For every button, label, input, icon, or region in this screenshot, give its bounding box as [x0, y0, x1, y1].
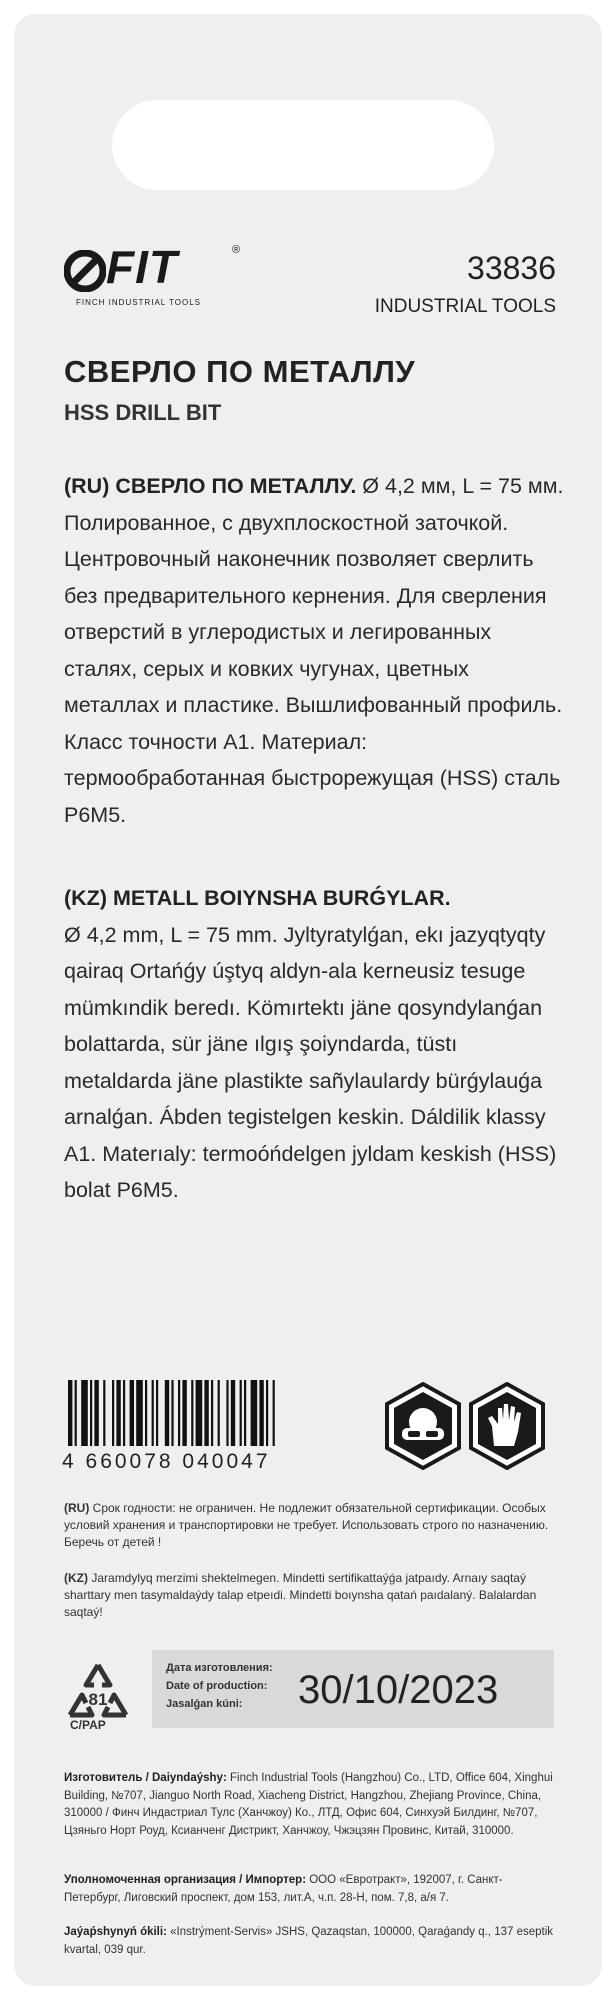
safety-goggles-icon: [384, 1382, 462, 1470]
barcode-bar: [123, 1380, 125, 1446]
date-label-ru: Дата изготовления:: [166, 1662, 273, 1674]
barcode-bar: [171, 1380, 173, 1446]
manufacturer-label: Изготовитель / Daiyndaýshy:: [64, 1772, 227, 1784]
description-kz-body: Ø 4,2 mm, L = 75 mm. Jyltyratylǵan, ekı jazyqtyqty qairaq Ortańǵy úştyq aldyn-ala kerneusiz tesuge mümkındik beredı. Kömırtektı jäne qosyndylanǵan bolattarda, sür jäne ılgış şoiyndarda, tüstı metaldarda jäne plastikte sañylaulardy bürǵylauǵa arnalǵan. Ábden tegistelgen keskin. Dáldilik klassy A1. Materıaly: termoóńdelgen jyldam keskish (HSS) bolat P6M5.: [64, 922, 557, 1202]
note-kz-text: Jaramdylyq merzimi shektelmegen. Mindetti sertifikattaýǵa jatpaıdy. Arnaıy saqtaý sharttary men tasymaldaýdy talap etpeıdi. Mindetti boıynsha qatań paıdalaný. Balalardan saqtaý!: [64, 1571, 537, 1619]
barcode-bar: [94, 1380, 98, 1446]
importer-label: Уполномоченная организация / Импортер:: [64, 1874, 307, 1886]
manufacturer-text: Finch Industrial Tools (Hangzhou) Co., LTD, Office 604, Xinghui Building, №707, Jianguo North Road, Xiacheng District, Hangzhou, Zhejiang Province, China, 310000 / Финч Индастриал Тулс (Ханчжоу) Ко., ЛТД, Офис 604, Синхуэй Билдинг, №707, Цзяньго Норт Роуд, Ксианченг Дистрикт, Ханчжоу, Чжэцзян Провинс, Китай, 310000.: [64, 1772, 553, 1837]
drill-bit-logo-icon: [64, 250, 106, 292]
representative-text: «Instrýment-Servis» JSHS, Qazaqstan, 100000, Qaraǵandy q., 137 eseptik kvartal, 039 qur.: [64, 1926, 554, 1956]
barcode-bar: [259, 1380, 263, 1446]
barcode-bar: [218, 1380, 220, 1446]
protective-glove-icon: [468, 1382, 546, 1470]
note-ru: [64, 1500, 554, 1551]
barcode-bar: [156, 1380, 158, 1446]
barcode-bar: [204, 1380, 208, 1446]
barcode-bar: [130, 1380, 134, 1446]
representative-label: Jaýaṕshynyń ókili:: [64, 1926, 167, 1938]
product-category: INDUSTRIAL TOOLS: [374, 296, 556, 317]
barcode-bar: [226, 1380, 228, 1446]
barcode-bar: [182, 1380, 186, 1446]
description-ru-body: Ø 4,2 мм, L = 75 мм. Полированное, с двухплоскостной заточкой. Центровочный наконечник позволяет сверлить без предварительного кернения. Для сверления отверстий в углеродистых и легированных сталях, серых и ковких чугунах, цветных металлах и пластике. Вышлифованный профиль. Класс точности А1. Материал: термообработанная быстрорежущая (HSS) сталь Р6М5.: [64, 474, 564, 827]
description-kz: [64, 880, 564, 1209]
barcode-bar: [266, 1380, 268, 1446]
barcode-bar: [240, 1380, 242, 1446]
barcode-bar: [211, 1380, 213, 1446]
barcode-bar: [68, 1380, 72, 1446]
date-label-en: Date of production:: [166, 1680, 268, 1692]
date-label-kz: Jasalǵan kúni:: [166, 1698, 243, 1710]
barcode-bar: [116, 1380, 120, 1446]
product-title-en: HSS DRILL BIT: [64, 400, 222, 425]
barcode-bar: [273, 1380, 275, 1446]
barcode-bar: [251, 1380, 258, 1446]
barcode-bar: [152, 1380, 154, 1446]
barcode-bar: [81, 1380, 88, 1446]
brand-logo: [64, 241, 241, 316]
barcode-bar: [191, 1380, 193, 1446]
production-date-box: [152, 1650, 554, 1728]
barcode-bar: [196, 1380, 203, 1446]
barcode-bar: [90, 1380, 92, 1446]
recycle-label: C/PAP: [70, 1718, 106, 1732]
barcode-bar: [145, 1380, 147, 1446]
note-ru-text: Срок годности: не ограничен. Не подлежит обязательной сертификации. Особых условий хранения и транспортировки не требует. Использовать строго по назначению. Беречь от детей !: [64, 1501, 549, 1549]
barcode-bar: [244, 1380, 246, 1446]
note-kz: [64, 1570, 554, 1621]
barcode-bar: [103, 1380, 105, 1446]
production-date: 30/10/2023: [298, 1668, 499, 1712]
description-ru: [64, 468, 564, 833]
importer-info: [64, 1872, 556, 1907]
description-kz-heading: (KZ) METALL BOIYNSHA BURǴYLAR.: [64, 886, 451, 910]
barcode-bar: [136, 1380, 143, 1446]
barcode-bar: [231, 1380, 235, 1446]
manufacturer-info: [64, 1770, 556, 1840]
barcode-bar: [112, 1380, 114, 1446]
barcode-bar: [178, 1380, 180, 1446]
importer-text: ООО «Евротракт», 192007, г. Санкт-Петербург, Лиговский проспект, дом 153, лит.А, ч.п. 28-Н, пом. 7,8, а/я 7.: [64, 1874, 503, 1904]
product-sku: 33836: [467, 250, 556, 286]
brand-tagline: FINCH INDUSTRIAL TOOLS: [76, 298, 201, 307]
note-ru-tag: (RU): [64, 1501, 90, 1515]
brand-name: FIT: [106, 241, 178, 293]
recycle-code: 81: [88, 1690, 108, 1709]
registered-mark: ®: [232, 244, 241, 256]
barcode-bars: [68, 1380, 368, 1450]
product-title-ru: СВЕРЛО ПО МЕТАЛЛУ: [64, 354, 416, 389]
barcode-bar: [75, 1380, 77, 1446]
representative-info: [64, 1924, 556, 1959]
hang-hole: [112, 100, 494, 190]
barcode-number: 4 660078 040047: [62, 1450, 271, 1473]
note-kz-tag: (KZ): [64, 1571, 88, 1585]
barcode-bar: [165, 1380, 169, 1446]
description-ru-heading: (RU) СВЕРЛО ПО МЕТАЛЛУ.: [64, 474, 357, 498]
